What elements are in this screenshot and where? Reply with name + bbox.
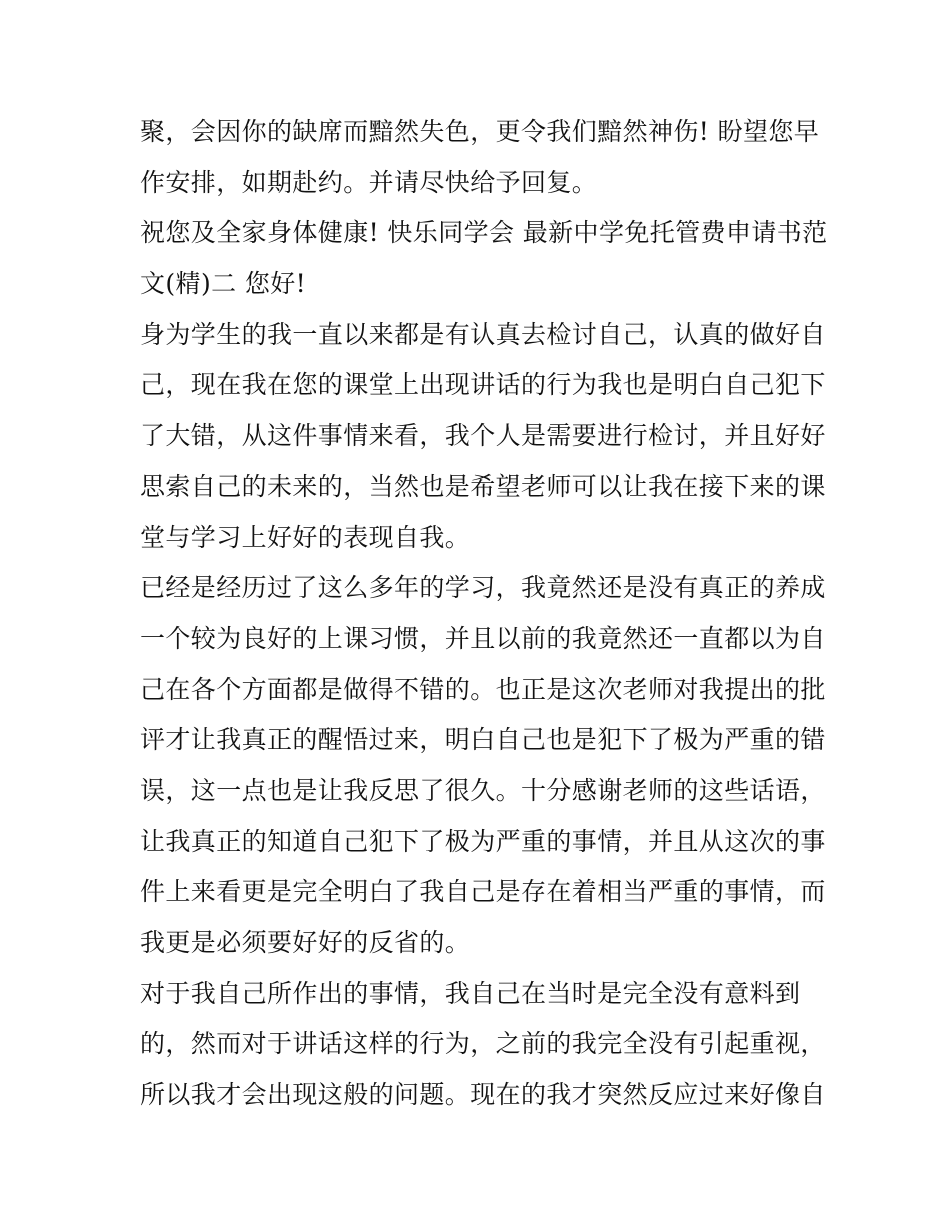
text-line: 思索自己的未来的，当然也是希望老师可以让我在接下来的课 <box>140 471 826 501</box>
text-line: 我更是必须要好好的反省的。 <box>140 928 471 957</box>
text-line: 对于我自己所作出的事情，我自己在当时是完全没有意料到 <box>140 978 801 1008</box>
text-line: 让我真正的知道自己犯下了极为严重的事情，并且从这次的事 <box>140 826 826 856</box>
text-line: 一个较为良好的上课习惯，并且以前的我竟然还一直都以为自 <box>140 623 826 653</box>
text-line: 文(精)二 您好! <box>140 269 307 299</box>
text-line: 己在各个方面都是做得不错的。也正是这次老师对我提出的批 <box>140 674 826 704</box>
text-line: 祝您及全家身体健康! 快乐同学会 最新中学免托管费申请书范 <box>140 218 828 248</box>
text-line: 所以我才会出现这般的问题。现在的我才突然反应过来好像自 <box>140 1080 826 1110</box>
document-body <box>140 107 828 1121</box>
text-line: 件上来看更是完全明白了我自己是存在着相当严重的事情，而 <box>140 877 826 907</box>
text-line: 聚，会因你的缺席而黯然失色，更令我们黯然神伤! 盼望您早 <box>140 117 820 146</box>
text-line: 误，这一点也是让我反思了很久。十分感谢老师的这些话语， <box>140 775 826 805</box>
text-line: 评才让我真正的醒悟过来，明白自己也是犯下了极为严重的错 <box>140 725 826 755</box>
text-line: 了大错，从这件事情来看，我个人是需要进行检讨，并且好好 <box>140 421 826 451</box>
text-line: 己，现在我在您的课堂上出现讲话的行为我也是明白自己犯下 <box>140 370 826 400</box>
text-line: 堂与学习上好好的表现自我。 <box>140 522 471 552</box>
text-line: 身为学生的我一直以来都是有认真去检讨自己，认真的做好自 <box>140 319 826 349</box>
text-line: 作安排，如期赴约。并请尽快给予回复。 <box>140 167 598 197</box>
text-line: 的，然而对于讲话这样的行为，之前的我完全没有引起重视， <box>140 1029 826 1059</box>
text-line: 已经是经历过了这么多年的学习，我竟然还是没有真正的养成 <box>140 573 826 603</box>
